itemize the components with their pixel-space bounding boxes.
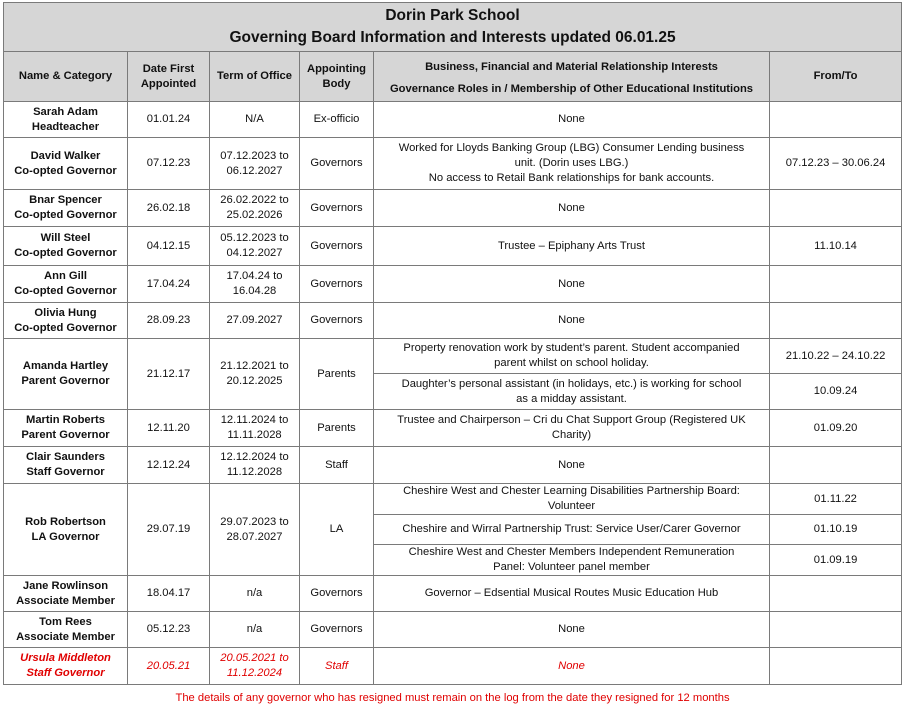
text-line: 20.05.2021 to [220, 652, 289, 664]
governor-category: Co-opted Governor [14, 247, 117, 259]
board-body [4, 102, 902, 685]
governor-category: Co-opted Governor [14, 285, 117, 297]
text-line: unit. (Dorin uses LBG.) [514, 157, 629, 169]
term-of-office [210, 102, 300, 138]
interest-description [374, 102, 770, 138]
governor-name-cell [4, 576, 128, 612]
text-line: Trustee – Epiphany Arts Trust [498, 239, 645, 252]
date-first-appointed: 12.12.24 [128, 447, 210, 484]
text-line: Cheshire West and Chester Learning Disabilities Partnership Board: [403, 485, 740, 497]
text-line: Volunteer [547, 500, 596, 512]
interest-from-to [770, 648, 902, 685]
date-first-appointed: 28.09.23 [128, 303, 210, 339]
interest-from-to: 01.11.22 [770, 484, 902, 515]
governor-row [4, 303, 902, 339]
governor-name: Bnar Spencer [29, 194, 102, 206]
governor-row [4, 648, 902, 685]
governor-category: Headteacher [31, 120, 100, 133]
text-line: 28.07.2027 [226, 530, 283, 543]
governor-category: Co-opted Governor [14, 209, 117, 221]
governor-row [4, 410, 902, 447]
text-line: Cheshire West and Chester Members Independent Remuneration [408, 546, 735, 558]
date-first-appointed: 17.04.24 [128, 266, 210, 303]
interest-from-to: 07.12.23 – 30.06.24 [770, 138, 902, 190]
term-of-office [210, 648, 300, 685]
date-first-appointed: 12.11.20 [128, 410, 210, 447]
governor-category: Staff Governor [26, 466, 105, 478]
header-row [4, 52, 902, 102]
governor-name-cell [4, 410, 128, 447]
text-line: None [558, 659, 585, 672]
title-row [4, 3, 902, 52]
appointing-body: Governors [300, 227, 374, 266]
text-line: 12.11.2024 to [220, 414, 289, 426]
date-first-appointed: 04.12.15 [128, 227, 210, 266]
text-line: None [558, 113, 585, 125]
header-name: Name & Category [4, 52, 128, 102]
text-line: n/a [246, 587, 263, 599]
interest-description [374, 138, 770, 190]
governor-name: David Walker [30, 149, 101, 162]
appointing-body: Staff [300, 447, 374, 484]
appointing-body: Governors [300, 190, 374, 227]
governor-row [4, 576, 902, 612]
governor-row [4, 612, 902, 648]
term-of-office [210, 612, 300, 648]
text-line: parent whilst on school holiday. [494, 357, 649, 369]
interest-from-to [770, 266, 902, 303]
governor-category: Associate Member [16, 594, 115, 607]
text-line: 27.09.2027 [226, 314, 283, 326]
appointing-body: Parents [300, 339, 374, 410]
appointing-body: LA [300, 484, 374, 576]
appointing-body: Parents [300, 410, 374, 447]
governor-name-cell [4, 648, 128, 685]
governor-row [4, 484, 902, 515]
interest-from-to: 01.10.19 [770, 515, 902, 545]
interest-from-to [770, 576, 902, 612]
text-line: Daughter’s personal assistant (in holidays, etc.) is working for school [401, 377, 742, 390]
governor-name: Sarah Adam [33, 105, 98, 118]
text-line: 17.04.24 to [226, 270, 283, 282]
text-line: 16.04.28 [232, 285, 277, 297]
interest-description [374, 648, 770, 685]
governor-category: LA Governor [31, 530, 100, 543]
governor-name: Jane Rowlinson [22, 579, 109, 592]
interest-description [374, 374, 770, 410]
date-first-appointed: 29.07.19 [128, 484, 210, 576]
governor-row [4, 190, 902, 227]
interest-from-to [770, 102, 902, 138]
interest-description [374, 484, 770, 515]
governor-row [4, 339, 902, 374]
text-line: 06.12.2027 [226, 164, 283, 177]
governor-name: Olivia Hung [34, 306, 97, 319]
text-line: None [558, 458, 585, 471]
date-first-appointed: 01.01.24 [128, 102, 210, 138]
header-interests [374, 52, 770, 102]
governor-name-cell [4, 447, 128, 484]
appointing-body: Governors [300, 266, 374, 303]
term-of-office [210, 303, 300, 339]
text-line: No access to Retail Bank relationships for bank accounts. [428, 172, 715, 184]
term-of-office [210, 138, 300, 190]
governor-row [4, 447, 902, 484]
appointing-body: Staff [300, 648, 374, 685]
text-line: None [558, 623, 585, 635]
appointing-body: Governors [300, 612, 374, 648]
interest-description [374, 515, 770, 545]
text-line: n/a [246, 623, 263, 635]
interest-description [374, 266, 770, 303]
text-line: None [558, 277, 585, 290]
text-line: 20.12.2025 [226, 375, 283, 387]
text-line: as a midday assistant. [516, 392, 627, 405]
header-interests-governance: Governance Roles in / Membership of Other Educational Institutions [389, 82, 754, 95]
text-line: 11.12.2024 [226, 667, 283, 679]
governor-name: Amanda Hartley [22, 360, 109, 372]
text-line: 25.02.2026 [226, 209, 283, 221]
governor-category: Parent Governor [21, 375, 110, 387]
term-of-office [210, 410, 300, 447]
term-of-office [210, 190, 300, 227]
governor-name: Ann Gill [44, 270, 87, 282]
governor-category: Associate Member [16, 630, 115, 643]
text-line: 05.12.2023 to [220, 232, 289, 244]
appointing-body: Ex-officio [300, 102, 374, 138]
governing-board-table [3, 2, 902, 711]
text-line: Charity) [551, 429, 592, 441]
governor-name-cell [4, 138, 128, 190]
title-line-1: Dorin Park School [385, 7, 520, 24]
interest-from-to: 10.09.24 [770, 374, 902, 410]
title-line-2: Governing Board Information and Interests updated 06.01.25 [229, 29, 676, 46]
header-interests-business: Business, Financial and Material Relationship Interests [425, 60, 718, 73]
text-line: 12.12.2024 to [220, 451, 289, 463]
interest-from-to: 01.09.20 [770, 410, 902, 447]
interest-from-to [770, 612, 902, 648]
date-first-appointed: 26.02.18 [128, 190, 210, 227]
appointing-body: Governors [300, 576, 374, 612]
header-term: Term of Office [210, 52, 300, 102]
resignation-note: The details of any governor who has resigned must remain on the log from the date they resigned for 12 months [175, 691, 730, 704]
interest-description [374, 447, 770, 484]
governor-name-cell [4, 102, 128, 138]
governor-name: Clair Saunders [26, 451, 105, 463]
governor-category: Co-opted Governor [14, 164, 117, 177]
term-of-office [210, 447, 300, 484]
text-line: None [558, 314, 585, 326]
term-of-office [210, 339, 300, 410]
date-first-appointed: 21.12.17 [128, 339, 210, 410]
governor-name: Tom Rees [39, 615, 92, 628]
text-line: None [558, 201, 585, 214]
text-line: Cheshire and Wirral Partnership Trust: Service User/Carer Governor [402, 523, 741, 535]
text-line: 11.12.2028 [226, 466, 283, 478]
term-of-office [210, 576, 300, 612]
table-title [4, 3, 902, 52]
text-line: 11.11.2028 [227, 429, 282, 441]
interest-from-to [770, 190, 902, 227]
governor-name-cell [4, 339, 128, 410]
interest-description [374, 545, 770, 576]
governor-category: Parent Governor [21, 429, 110, 441]
interest-description [374, 576, 770, 612]
governor-name-cell [4, 303, 128, 339]
date-first-appointed: 07.12.23 [128, 138, 210, 190]
text-line: 07.12.2023 to [220, 149, 289, 162]
text-line: Property renovation work by student’s parent. Student accompanied [403, 342, 740, 354]
appointing-body: Governors [300, 138, 374, 190]
interest-from-to [770, 303, 902, 339]
governor-name-cell [4, 612, 128, 648]
text-line: Trustee and Chairperson – Cri du Chat Support Group (Registered UK [397, 414, 746, 426]
header-appointing-body: Appointing Body [300, 52, 374, 102]
governor-row [4, 138, 902, 190]
text-line: Worked for Lloyds Banking Group (LBG) Consumer Lending business [398, 142, 745, 154]
governor-row [4, 227, 902, 266]
interest-from-to: 11.10.14 [770, 227, 902, 266]
text-line: 29.07.2023 to [220, 515, 289, 528]
interest-description [374, 303, 770, 339]
governor-name: Rob Robertson [25, 515, 106, 528]
date-first-appointed: 05.12.23 [128, 612, 210, 648]
governor-name: Martin Roberts [26, 414, 105, 426]
interest-description [374, 339, 770, 374]
governor-name-cell [4, 266, 128, 303]
governor-category: Staff Governor [26, 667, 105, 679]
governor-row [4, 266, 902, 303]
governor-name-cell [4, 227, 128, 266]
governor-name-cell [4, 190, 128, 227]
header-date-first: Date First Appointed [128, 52, 210, 102]
interest-description [374, 227, 770, 266]
interest-from-to [770, 447, 902, 484]
date-first-appointed: 18.04.17 [128, 576, 210, 612]
governor-row [4, 102, 902, 138]
interest-description [374, 410, 770, 447]
interest-description [374, 612, 770, 648]
term-of-office [210, 227, 300, 266]
text-line: 26.02.2022 to [220, 194, 289, 206]
text-line: Panel: Volunteer panel member [493, 561, 650, 573]
governor-name: Ursula Middleton [20, 652, 111, 664]
interest-from-to: 01.09.19 [770, 545, 902, 576]
interest-description [374, 190, 770, 227]
term-of-office [210, 484, 300, 576]
text-line: Governor – Edsential Musical Routes Music Education Hub [424, 587, 719, 599]
date-first-appointed: 20.05.21 [128, 648, 210, 685]
header-from-to: From/To [770, 52, 902, 102]
footer-row [4, 685, 902, 712]
appointing-body: Governors [300, 303, 374, 339]
governor-name: Will Steel [40, 232, 91, 244]
text-line: N/A [245, 113, 264, 125]
text-line: 04.12.2027 [226, 247, 283, 259]
interest-from-to: 21.10.22 – 24.10.22 [770, 339, 902, 374]
governor-name-cell [4, 484, 128, 576]
text-line: 21.12.2021 to [220, 360, 289, 372]
governor-category: Co-opted Governor [14, 321, 117, 334]
term-of-office [210, 266, 300, 303]
